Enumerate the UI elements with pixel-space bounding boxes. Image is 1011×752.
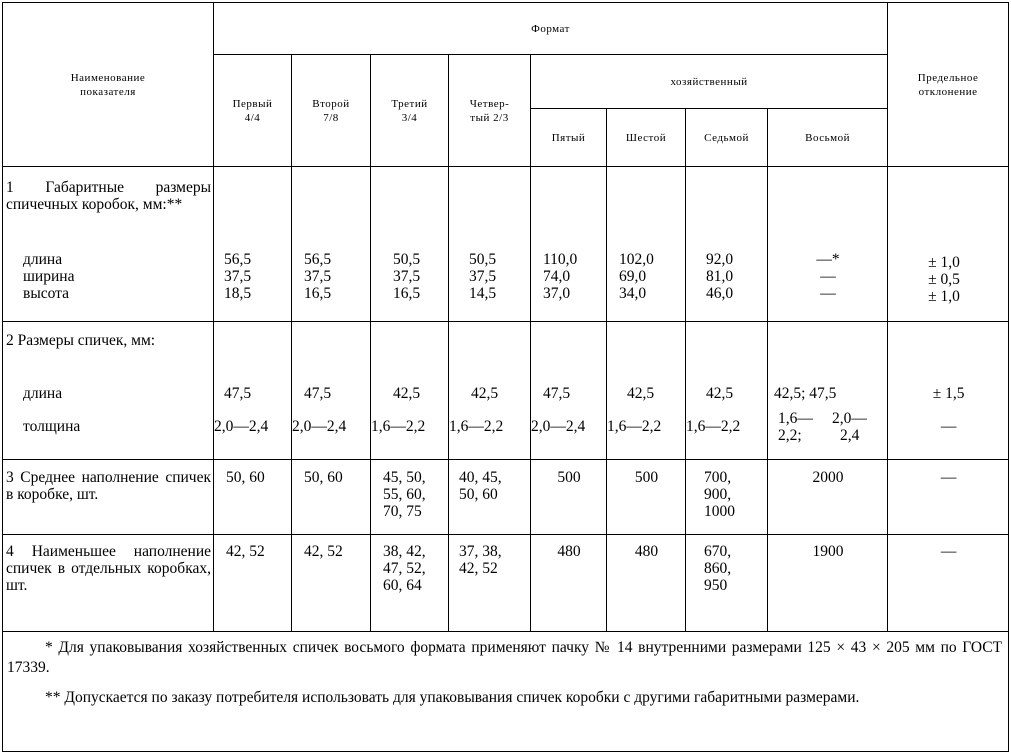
row3-eighth: 2000	[768, 460, 888, 535]
row3-first: 50, 60	[214, 460, 292, 535]
row4-third: 38, 42, 47, 52, 60, 64	[371, 535, 449, 632]
row2-label-cell	[3, 322, 214, 460]
row2-tolerance: ± 1,5 —	[888, 322, 1009, 460]
row3-seventh: 700, 900, 1000	[686, 460, 768, 535]
row2-sub-length: длина	[23, 385, 63, 402]
row2-eighth: 42,5; 47,5 1,6— 2,2; 2,0— 2,4	[768, 322, 888, 460]
row3-label: 3 Среднее наполнение спичек в коробке, шт.	[6, 469, 211, 503]
table-row-average-fill	[3, 460, 1009, 535]
row4-seventh: 670, 860, 950	[686, 535, 768, 632]
row3-label-cell	[3, 460, 214, 535]
header-tolerance: Предельное отклонение	[888, 3, 1009, 167]
row2-fifth: 47,5 2,0—2,4	[531, 322, 607, 460]
header-format-seventh: Седьмой	[686, 109, 768, 167]
row2-sixth: 42,5 1,6—2,2	[607, 322, 686, 460]
row3-tolerance: —	[888, 460, 1009, 535]
header-household: хозяйственный	[531, 55, 888, 109]
row3-sixth: 500	[607, 460, 686, 535]
table-row-match-dimensions	[3, 322, 1009, 460]
row4-label-cell	[3, 535, 214, 632]
header-format-third: Третий 3/4	[371, 55, 449, 167]
row3-third: 45, 50, 55, 60, 70, 75	[371, 460, 449, 535]
row2-fourth: 42,5 1,6—2,2	[449, 322, 531, 460]
row1-third: 50,5 37,5 16,5	[371, 167, 449, 322]
row1-sub-height: высота	[23, 285, 70, 302]
row1-tolerance: ± 1,0 ± 0,5 ± 1,0	[888, 167, 1009, 322]
header-name-column: Наименование показателя	[3, 3, 214, 167]
row4-second: 42, 52	[292, 535, 371, 632]
header-format-fourth: Четвер- тый 2/3	[449, 55, 531, 167]
row2-second: 47,5 2,0—2,4	[292, 322, 371, 460]
header-format-second: Второй 7/8	[292, 55, 371, 167]
row4-sixth: 480	[607, 535, 686, 632]
row1-seventh: 92,0 81,0 46,0	[686, 167, 768, 322]
header-format-fifth: Пятый	[531, 109, 607, 167]
row4-fifth: 480	[531, 535, 607, 632]
table-row-box-dimensions	[3, 167, 1009, 322]
header-format-sixth: Шестой	[607, 109, 686, 167]
header-format-eighth: Восьмой	[768, 109, 888, 167]
row3-fourth: 40, 45, 50, 60	[449, 460, 531, 535]
row3-second: 50, 60	[292, 460, 371, 535]
row1-first: 56,5 37,5 18,5	[214, 167, 292, 322]
row2-third: 42,5 1,6—2,2	[371, 322, 449, 460]
row4-label: 4 Наименьшее наполнение спичек в отдельных коробках, шт.	[6, 543, 211, 594]
row2-sub-thickness: толщина	[23, 418, 81, 435]
specification-table	[2, 2, 1009, 752]
footnotes-cell	[3, 632, 1009, 752]
row2-label: 2 Размеры спичек, мм:	[6, 332, 156, 349]
row1-fourth: 50,5 37,5 14,5	[449, 167, 531, 322]
row3-fifth: 500	[531, 460, 607, 535]
row4-first: 42, 52	[214, 535, 292, 632]
row1-sub-width: ширина	[23, 268, 75, 285]
row4-eighth: 1900	[768, 535, 888, 632]
row1-label-cell	[3, 167, 214, 322]
row1-eighth: —* — —	[768, 167, 888, 322]
footnotes-row	[3, 632, 1009, 752]
document-page	[2, 2, 1008, 752]
row2-seventh: 42,5 1,6—2,2	[686, 322, 768, 460]
header-format: Формат	[214, 3, 888, 55]
row1-fifth: 110,0 74,0 37,0	[531, 167, 607, 322]
header-format-first: Первый 4/4	[214, 55, 292, 167]
row4-tolerance: —	[888, 535, 1009, 632]
table-row-minimum-fill	[3, 535, 1009, 632]
row1-second: 56,5 37,5 16,5	[292, 167, 371, 322]
row1-label: 1 Габаритные размеры спичечных коробок, мм:**	[6, 179, 211, 213]
row1-sixth: 102,0 69,0 34,0	[607, 167, 686, 322]
footnote-2: ** Допускается по заказу потребителя использовать для упаковывания спичек коробки с другими габаритными размерами.	[45, 689, 860, 706]
footnote-1: * Для упаковывания хозяйственных спичек восьмого формата применяют пачку № 14 внутренними размерами 125 × 43 × 205 мм по ГОСТ 17339.	[7, 639, 1003, 676]
row4-fourth: 37, 38, 42, 52	[449, 535, 531, 632]
row1-sub-length: длина	[23, 251, 63, 268]
row2-first: 47,5 2,0—2,4	[214, 322, 292, 460]
